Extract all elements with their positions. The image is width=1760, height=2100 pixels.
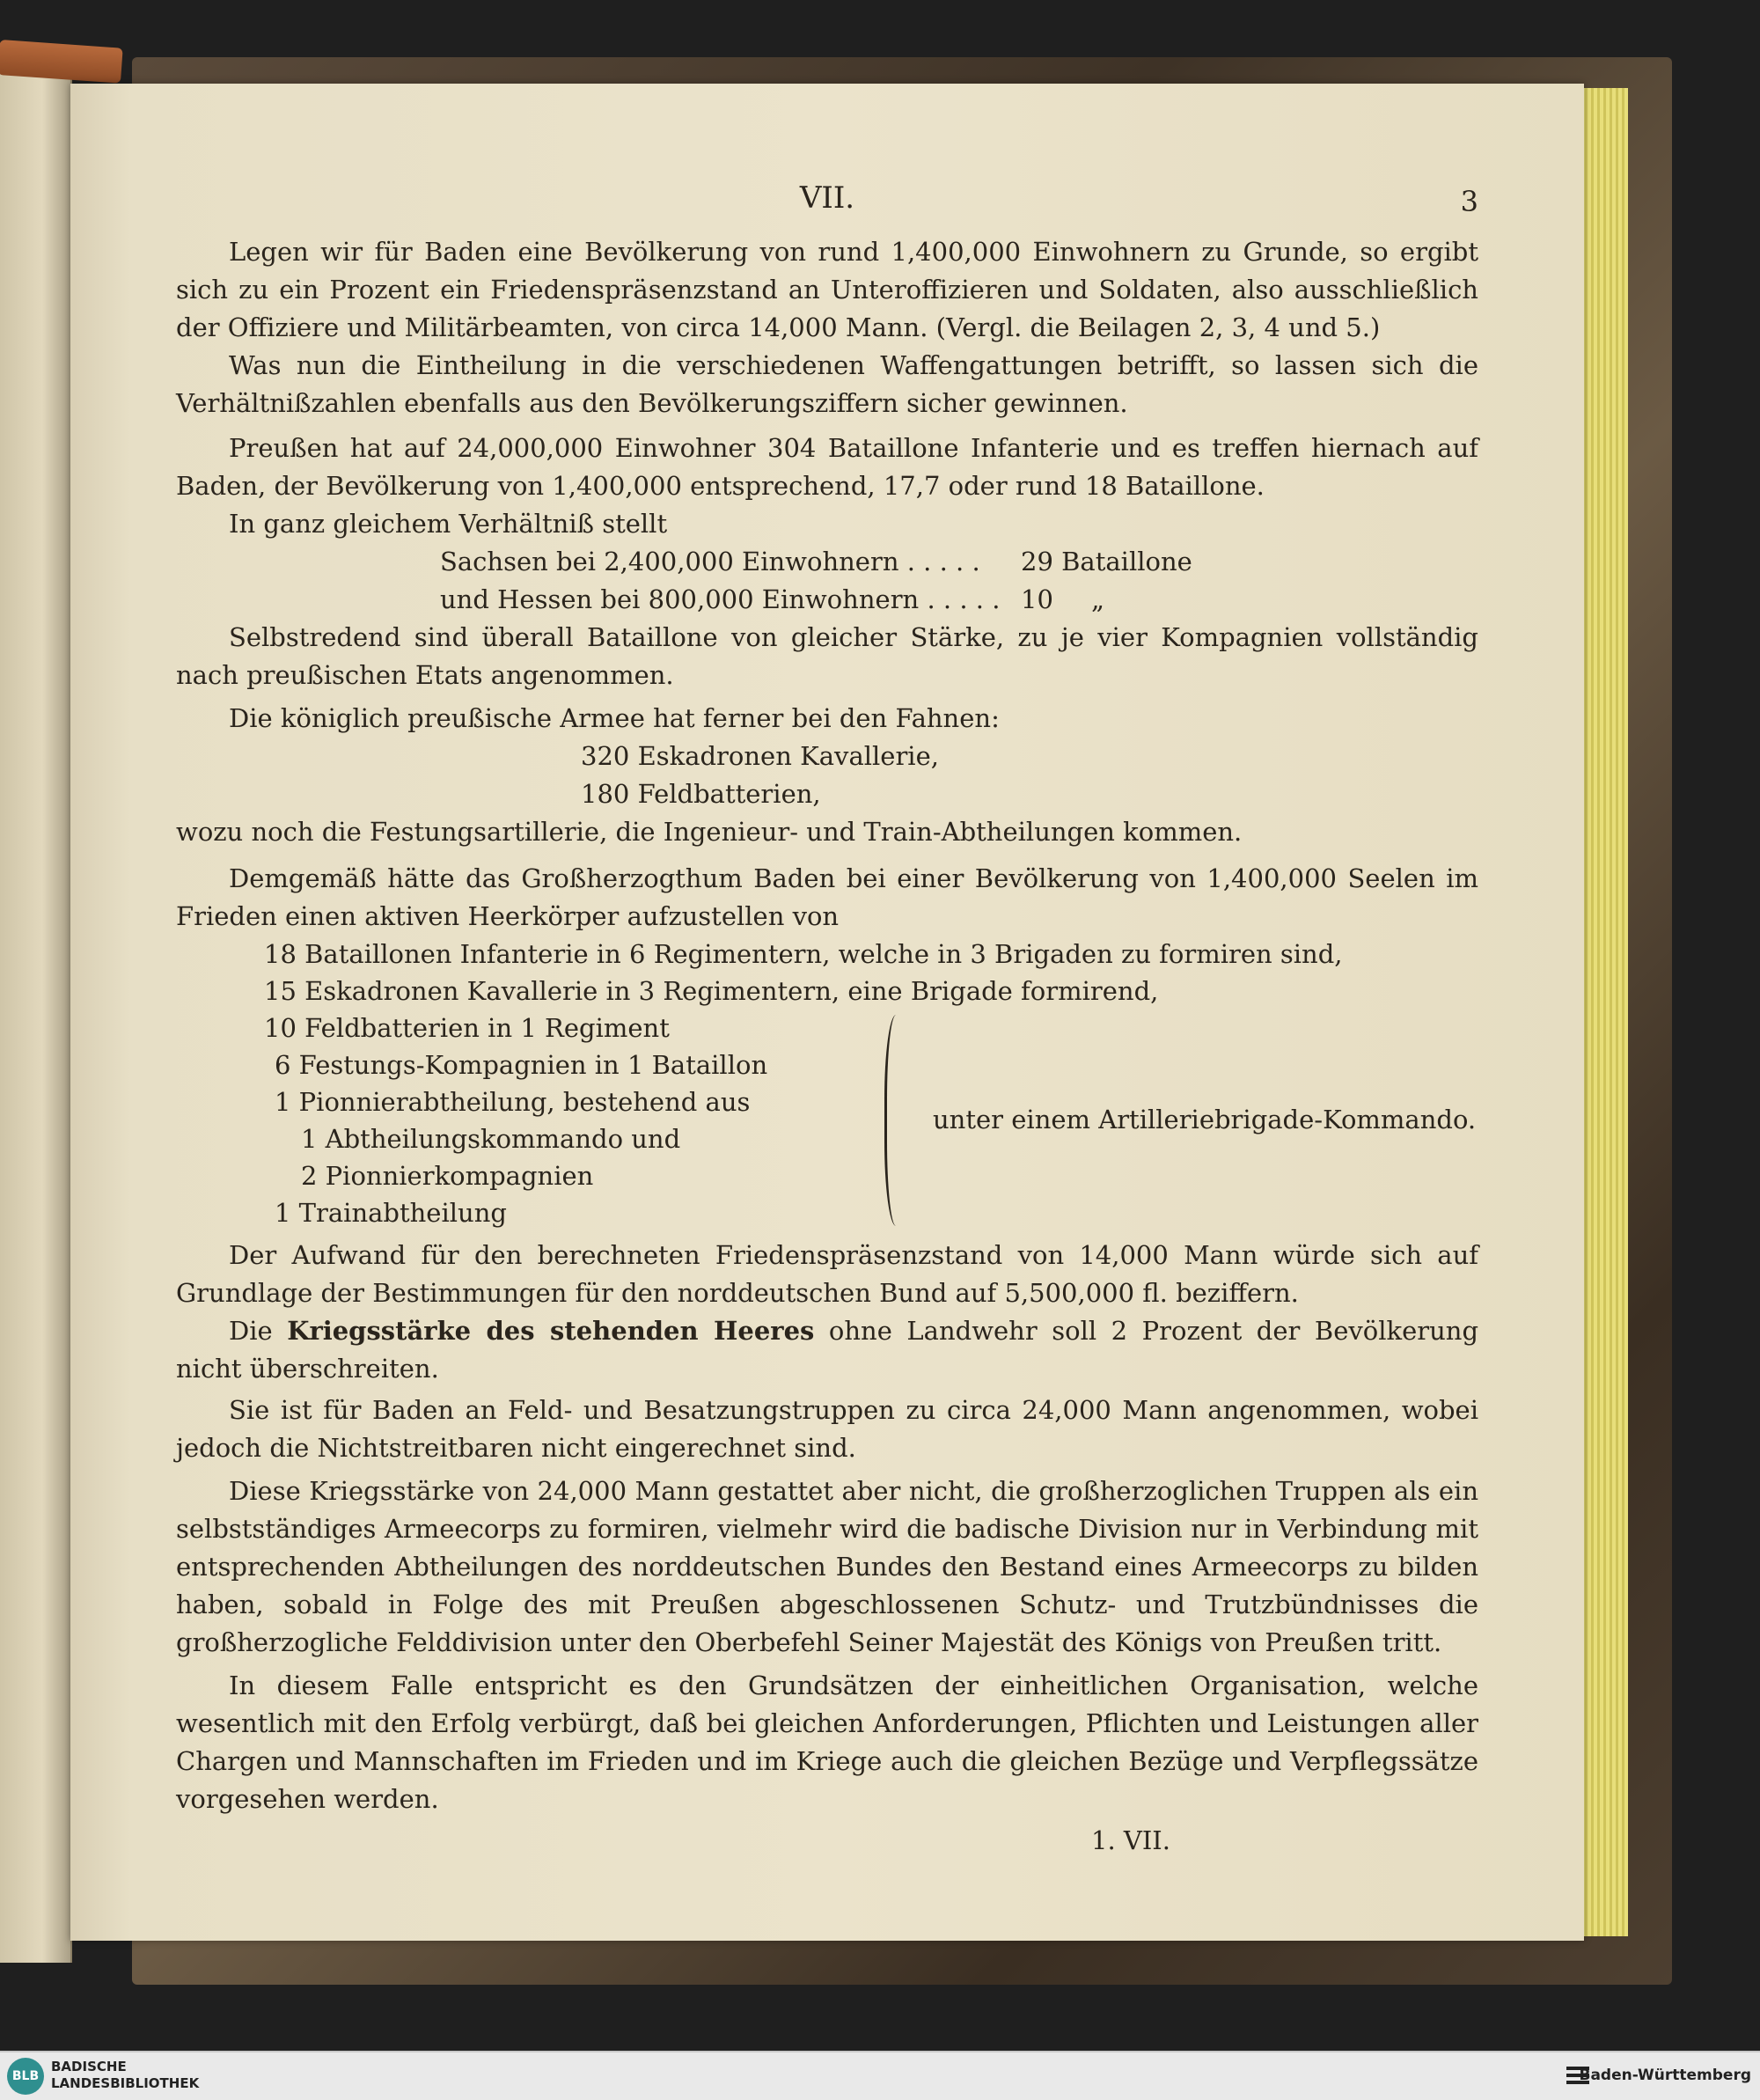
bw-name[interactable]: Baden-Württemberg xyxy=(1579,2067,1751,2084)
paragraph-1: Legen wir für Baden eine Bevölkerung von rund 1,400,000 Einwohnern zu Grunde, so ergibt sich zu ein Prozent ein Friedenspräsenzstand an Unteroffizieren und Soldaten, also ausschließlich der Offiziere und Militärbeamten, von circa 14,000 Mann. (Vergl. die Beilagen 2, 3, 4 und 5.) xyxy=(176,237,1478,342)
troop-list xyxy=(264,936,1478,1231)
paragraph-8: Demgemäß hätte das Großherzogthum Baden bei einer Bevölkerung von 1,400,000 Seelen im Frieden einen aktiven Heerkörper aufzustellen von xyxy=(176,863,1478,931)
previous-page-edge xyxy=(0,53,72,1963)
battery-line: 180 Feldbatterien, xyxy=(581,779,821,809)
paragraph-4: In ganz gleichem Verhältniß stellt xyxy=(229,509,668,539)
comparison-left: und Hessen bei 800,000 Einwohnern . . . . . xyxy=(440,584,1001,614)
paragraph-3: Preußen hat auf 24,000,000 Einwohner 304 Bataillone Infanterie und es treffen hiernach auf Baden, der Bevölkerung von 1,400,000 entsprechend, 17,7 oder rund 18 Bataillone. xyxy=(176,433,1478,501)
blb-name-line1: BADISCHE xyxy=(51,2059,127,2074)
list-item: 6 Festungs-Kompagnien in 1 Bataillon xyxy=(275,1050,768,1080)
comparison-right: 29 Bataillone xyxy=(1021,547,1192,576)
list-item: 1 Trainabtheilung xyxy=(275,1198,507,1228)
book-page xyxy=(70,84,1584,1941)
brace-note: unter einem Artilleriebrigade-Kommando. xyxy=(933,1105,1477,1134)
comparison-row-saxony xyxy=(440,543,1478,581)
text-run: ohne Landwehr soll 2 Prozent der Bevölkerung nicht überschreiten. xyxy=(176,1316,1479,1384)
paragraph-5: Selbstredend sind überall Bataillone von gleicher Stärke, zu je vier Kompagnien vollständig nach preußischen Etats angenommen. xyxy=(176,622,1478,690)
list-item: 1 Pionnierabtheilung, bestehend aus xyxy=(275,1087,751,1117)
blb-logo-icon[interactable]: BLB xyxy=(7,2058,44,2095)
list-item: 2 Pionnierkompagnien xyxy=(301,1161,594,1191)
list-item: 18 Bataillonen Infanterie in 6 Regimentern, welche in 3 Brigaden zu formiren sind, xyxy=(264,939,1343,969)
cavalry-line: 320 Eskadronen Kavallerie, xyxy=(581,741,939,771)
viewer-footer xyxy=(0,2051,1760,2100)
blb-name[interactable] xyxy=(51,2059,199,2092)
list-item: 1 Abtheilungskommando und xyxy=(301,1124,681,1154)
list-item: 15 Eskadronen Kavallerie in 3 Regimentern, eine Brigade formirend, xyxy=(264,976,1159,1006)
curly-brace xyxy=(884,1015,913,1226)
comparison-left: Sachsen bei 2,400,000 Einwohnern . . . . . xyxy=(440,547,980,576)
page-number: 3 xyxy=(1460,185,1478,218)
comparison-row-hesse xyxy=(440,581,1478,619)
list-item: 10 Feldbatterien in 1 Regiment xyxy=(264,1013,670,1043)
text-run: Die xyxy=(229,1316,273,1346)
paragraph-13: In diesem Falle entspricht es den Grundsätzen der einheitlichen Organisation, welche wesentlich mit den Erfolg verbürgt, daß bei gleichen Anforderungen, Pflichten und Leistungen aller Chargen und Mannschaften im Frieden und im Kriege auch die gleichen Bezüge und Verpflegssätze vorgesehen werden. xyxy=(176,1670,1478,1814)
page-header xyxy=(176,180,1478,233)
paragraph-2: Was nun die Eintheilung in die verschiedenen Waffengattungen betrifft, so lassen sich die Verhältnißzahlen ebenfalls aus den Bevölkerungsziffern sicher gewinnen. xyxy=(176,350,1478,418)
page-content xyxy=(176,180,1478,1860)
bold-phrase: Kriegsstärke des stehenden Heeres xyxy=(287,1316,815,1346)
comparison-right: 10 xyxy=(1021,584,1053,614)
paragraph-9: Der Aufwand für den berechneten Friedenspräsenzstand von 14,000 Mann würde sich auf Grundlage der Bestimmungen für den norddeutschen Bund auf 5,500,000 fl. beziffern. xyxy=(176,1240,1478,1308)
paragraph-7: wozu noch die Festungsartillerie, die Ingenieur- und Train-Abtheilungen kommen. xyxy=(176,817,1243,847)
paragraph-6: Die königlich preußische Armee hat ferner bei den Fahnen: xyxy=(229,703,1000,733)
ditto-mark: „ xyxy=(1091,584,1105,614)
paragraph-12: Diese Kriegsstärke von 24,000 Mann gestattet aber nicht, die großherzoglichen Truppen als ein selbstständiges Armeecorps zu formiren, vielmehr wird die badische Division nur in Verbindung mit entsprechenden Abtheilungen des norddeutschen Bundes den Bestand eines Armeecorps zu bilden haben, sobald in Folge des mit Preußen abgeschlossenen Schutz- und Trutzbündnisses die großherzogliche Felddivision unter den Oberbefehl Seiner Majestät des Königs von Preußen tritt. xyxy=(176,1476,1478,1657)
section-mark: VII. xyxy=(799,180,855,216)
paragraph-11: Sie ist für Baden an Feld- und Besatzungstruppen zu circa 24,000 Mann angenommen, wobei jedoch die Nichtstreitbaren nicht eingerechnet sind. xyxy=(176,1395,1478,1463)
paragraph-10 xyxy=(176,1312,1478,1388)
blb-name-line2: LANDESBIBLIOTHEK xyxy=(51,2075,200,2091)
catchword: 1. VII. xyxy=(1091,1825,1170,1855)
